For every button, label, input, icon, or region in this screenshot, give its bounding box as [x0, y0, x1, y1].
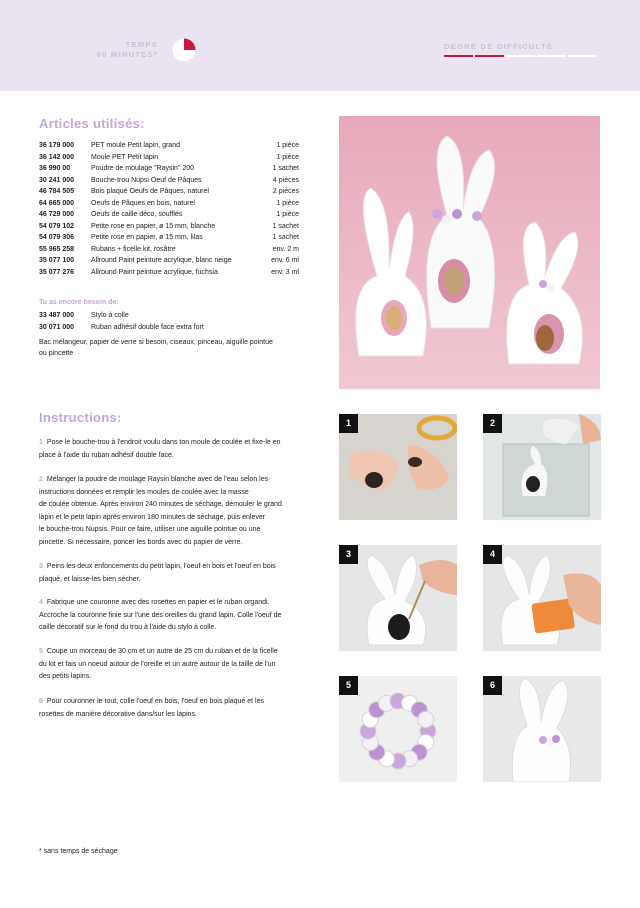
step-text: Mélanger la poudre de moulage Raysin blanche avec de l'eau selon les [46, 476, 269, 483]
article-qty: env. 2 m [272, 245, 299, 253]
step-badge-4: 4 [483, 545, 502, 564]
article-number: 36 990 00 [39, 165, 71, 172]
step-line [39, 450, 300, 463]
article-number: 55 965 258 [39, 245, 75, 253]
article-name: Rubans + ficelle kit, rosâtre [91, 245, 176, 253]
extra-materials-line2: ou pincette [39, 350, 74, 357]
article-qty: 1 sachet [272, 222, 299, 230]
step-badge-5: 5 [339, 676, 358, 695]
article-row [39, 175, 299, 187]
step-photo-4 [483, 545, 601, 651]
article-number: 46 729 000 [39, 211, 75, 218]
step-text: place à l'aide du ruban adhésif double face. [39, 451, 174, 459]
article-name: Bois plaqué Oeufs de Pâques, naturel [91, 188, 209, 195]
article-row [39, 152, 299, 164]
step-photo-2 [483, 414, 601, 520]
need-number: 33 487 000 [39, 312, 75, 319]
instruction-step [39, 561, 300, 586]
article-name: Bouche-trou Nupsi Oeuf de Pâques [91, 176, 202, 184]
need-row [39, 322, 299, 334]
step-number: 5 [39, 648, 43, 655]
step-text: plaqué, et laisse-les bien sécher. [39, 575, 141, 583]
article-qty: 2 pièces [272, 188, 299, 195]
need-name: Ruban adhésif double face extra fort [91, 324, 204, 331]
instruction-step [39, 646, 300, 684]
article-row [39, 209, 299, 221]
step-badge-6: 6 [483, 676, 502, 695]
step-text: pincette. Si nécessaire, poncer les bords avec du papier de verre. [39, 538, 243, 546]
step-text: Coupe un morceau de 30 cm et un autre de 25 cm du ruban et de la ficelle [46, 648, 278, 655]
main-photo [339, 116, 600, 389]
step-text: rosettes de manière décorative dans/sur les lapins. [39, 710, 197, 718]
difficulty-segment [475, 55, 504, 57]
step-text: Pose le bouche-trou à l'endroit voulu dans ton moule de coulée et fixe-le en [46, 439, 281, 446]
step-line [39, 574, 300, 587]
article-name: Oeufs de caille déco, soufflés [91, 211, 183, 218]
instruction-step [39, 437, 300, 462]
step-photo-1 [339, 414, 457, 520]
step-badge-3: 3 [339, 545, 358, 564]
article-name: Oeufs de Pâques en bois, naturel [91, 199, 195, 207]
step-line [39, 537, 300, 550]
step-text: des petits lapins. [39, 673, 92, 680]
article-number: 36 142 000 [39, 153, 75, 161]
article-number: 36 179 000 [39, 142, 75, 149]
step-photo-6 [483, 676, 601, 782]
time-value: 60 MINUTES* [96, 50, 158, 59]
time-label: TEMPS [125, 40, 158, 49]
article-row [39, 255, 299, 267]
step-text: le bouche-trou Nupsis. Pour ce faire, utiliser une aiguille pointue ou une [39, 526, 261, 533]
step-number: 4 [39, 599, 43, 606]
step-text: du kit et fais un noeud autour de l'oreille et un autre autour de la taille de l'un [39, 660, 276, 668]
need-number: 30 071 000 [39, 324, 75, 331]
step-number: 3 [39, 563, 43, 570]
step-text: de coulée obtenue. Après environ 240 minutes de séchage, démouler le grand [39, 501, 282, 508]
need-name: Stylo à colle [91, 312, 129, 319]
articles-title: Articles utilisés: [39, 116, 145, 131]
step-line [39, 561, 300, 574]
difficulty-segment [506, 55, 535, 57]
article-qty: 1 pièce [276, 142, 299, 149]
article-qty: 1 pièce [276, 211, 299, 218]
article-name: Petite rose en papier, ø 15 mm, blanche [91, 222, 216, 230]
article-name: Allround Paint peinture acrylique, blanc neige [91, 257, 232, 264]
difficulty-segment [537, 55, 566, 57]
article-qty: env. 6 ml [271, 257, 299, 264]
step-badge-1: 1 [339, 414, 358, 433]
instruction-step [39, 597, 300, 635]
step-number: 2 [39, 476, 43, 483]
step-line [39, 487, 300, 500]
article-qty: 1 pièce [276, 153, 299, 161]
step-line [39, 474, 300, 487]
article-name: Moule PET Petit lapin [91, 153, 159, 161]
instruction-step [39, 474, 300, 549]
step-line [39, 512, 300, 525]
step-text: Pour couronner le tout, colle l'oeuf en bois, l'oeuf en bois plaqué et les [46, 698, 264, 705]
article-number: 35 077 276 [39, 268, 75, 276]
step-badge-2: 2 [483, 414, 502, 433]
instructions-title: Instructions: [39, 410, 122, 425]
extra-materials-line1: Bac mélangeur, papier de verre si besoin, ciseaux, pinceau, aiguille pointue [39, 339, 273, 346]
need-title: Tu as encore besoin de: [39, 299, 119, 306]
article-number: 30 241 000 [39, 176, 75, 184]
step-text: Fabrique une couronne avec des rosettes en papier et le ruban organdi. [46, 599, 270, 606]
clock-icon [172, 38, 196, 62]
step-line [39, 622, 300, 635]
step-line [39, 610, 300, 623]
article-name: Poudre de moulage "Raysin" 200 [91, 165, 195, 172]
step-photo-3 [339, 545, 457, 651]
article-qty: 1 pièce [276, 199, 299, 207]
step-line [39, 437, 300, 450]
article-row [39, 140, 299, 152]
step-line [39, 646, 300, 659]
step-line [39, 671, 300, 684]
step-line [39, 696, 300, 709]
article-number: 35 077 100 [39, 257, 75, 264]
article-qty: 1 sachet [272, 165, 299, 172]
step-text: caille décoratif sur le fond du trou à l'aide du stylo à colle. [39, 624, 217, 631]
instruction-step [39, 696, 300, 721]
article-name: PET moule Petit lapin, grand [91, 142, 180, 149]
difficulty-label: DEGRÉ DE DIFFICULTÉ [444, 42, 554, 51]
step-line [39, 597, 300, 610]
step-text: instructions données et remplir les moules de coulée avec la masse [39, 488, 249, 496]
step-text: lapin et le petit lapin après environ 180 minutes de séchage, puis enlever [39, 513, 266, 521]
article-qty: 4 pièces [272, 176, 299, 184]
article-name: Petite rose en papier, ø 15 mm, lilas [91, 234, 203, 241]
step-line [39, 659, 300, 672]
article-row [39, 244, 299, 256]
step-number: 6 [39, 698, 43, 705]
article-row [39, 163, 299, 175]
article-row [39, 198, 299, 210]
article-row [39, 232, 299, 244]
step-text: Accroche la couronne finie sur l'une des oreilles du grand lapin. Colle l'oeuf de [39, 611, 282, 619]
step-line [39, 709, 300, 722]
difficulty-segment [568, 55, 597, 57]
footnote: * sans temps de séchage [39, 848, 118, 855]
step-text: Peins les deux enfoncements du petit lapin, l'oeuf en bois et l'oeuf en bois [46, 563, 276, 570]
article-number: 64 665 000 [39, 199, 75, 207]
step-line [39, 499, 300, 512]
article-number: 46 784 505 [39, 188, 75, 195]
article-row [39, 186, 299, 198]
article-qty: 1 sachet [272, 234, 299, 241]
step-number: 1 [39, 439, 43, 446]
article-row [39, 221, 299, 233]
article-row [39, 267, 299, 279]
article-number: 54 079 102 [39, 222, 75, 230]
article-name: Allround Paint peinture acrylique, fuchsia [91, 268, 218, 276]
time-block [80, 40, 158, 60]
step-photo-5 [339, 676, 457, 782]
need-row [39, 310, 299, 322]
difficulty-segment [444, 55, 473, 57]
article-qty: env. 3 ml [271, 268, 299, 276]
step-line [39, 524, 300, 537]
article-number: 54 079 306 [39, 234, 75, 241]
